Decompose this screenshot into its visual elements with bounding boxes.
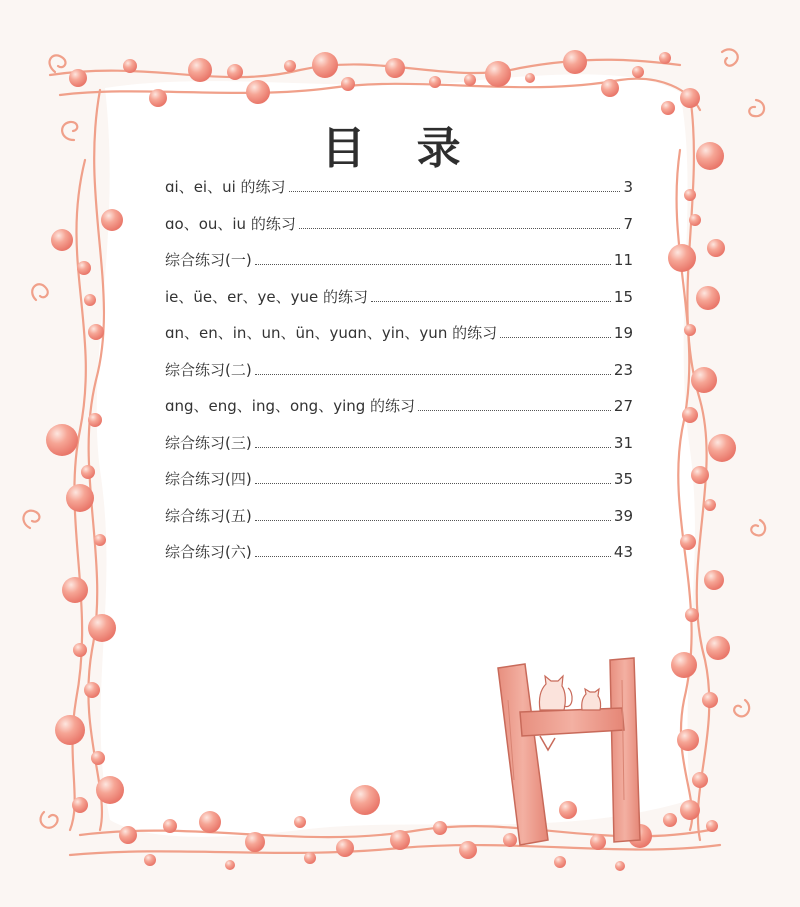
toc-entry[interactable] (165, 322, 633, 359)
toc-dot-leader (255, 264, 611, 265)
toc-dot-leader (500, 337, 611, 338)
toc-dot-leader (255, 556, 611, 557)
toc-entry-label: ɑng、eng、ing、ong、ying 的练习 (165, 397, 416, 415)
toc-dot-leader (289, 191, 621, 192)
toc-entry[interactable] (165, 395, 633, 432)
toc-dot-leader (418, 410, 611, 411)
toc-dot-leader (371, 301, 611, 302)
toc-entry-page: 35 (613, 470, 633, 488)
toc-entry-page: 3 (623, 178, 633, 196)
toc-entry[interactable] (165, 249, 633, 286)
page-title: 目 录 (321, 123, 479, 174)
toc-entry-label: ie、üe、er、ye、yue 的练习 (165, 287, 369, 306)
toc-entry-page: 7 (623, 214, 633, 233)
toc-entry-label: 综合练习(四) (165, 470, 252, 488)
table-of-contents (165, 176, 633, 578)
toc-dot-leader (255, 520, 611, 521)
toc-entry-page: 27 (613, 397, 633, 415)
toc-entry[interactable] (165, 176, 633, 213)
toc-entry-page: 15 (613, 287, 633, 306)
toc-entry-page: 23 (613, 360, 633, 379)
toc-entry[interactable] (165, 432, 633, 469)
toc-entry-label: ɑo、ou、iu 的练习 (165, 214, 296, 233)
toc-entry-page: 19 (613, 324, 633, 342)
toc-entry-page: 11 (613, 251, 633, 269)
toc-entry-label: 综合练习(三) (165, 433, 252, 452)
toc-dot-leader (299, 228, 621, 229)
toc-entry-label: ɑn、en、in、un、ün、yuɑn、yin、yun 的练习 (165, 324, 498, 342)
toc-entry[interactable] (165, 213, 633, 250)
toc-entry-page: 31 (613, 433, 633, 452)
toc-entry[interactable] (165, 359, 633, 396)
toc-entry-page: 39 (613, 506, 633, 525)
toc-entry-label: 综合练习(五) (165, 506, 252, 525)
toc-entry-label: 综合练习(六) (165, 543, 252, 561)
toc-dot-leader (255, 447, 611, 448)
toc-entry[interactable] (165, 541, 633, 578)
toc-dot-leader (255, 483, 611, 484)
toc-entry[interactable] (165, 505, 633, 542)
toc-entry[interactable] (165, 286, 633, 323)
toc-entry-page: 43 (613, 543, 633, 561)
toc-entry-label: 综合练习(二) (165, 360, 252, 379)
toc-entry[interactable] (165, 468, 633, 505)
toc-entry-label: ɑi、ei、ui 的练习 (165, 178, 286, 196)
toc-dot-leader (255, 374, 611, 375)
toc-entry-label: 综合练习(一) (165, 251, 252, 269)
